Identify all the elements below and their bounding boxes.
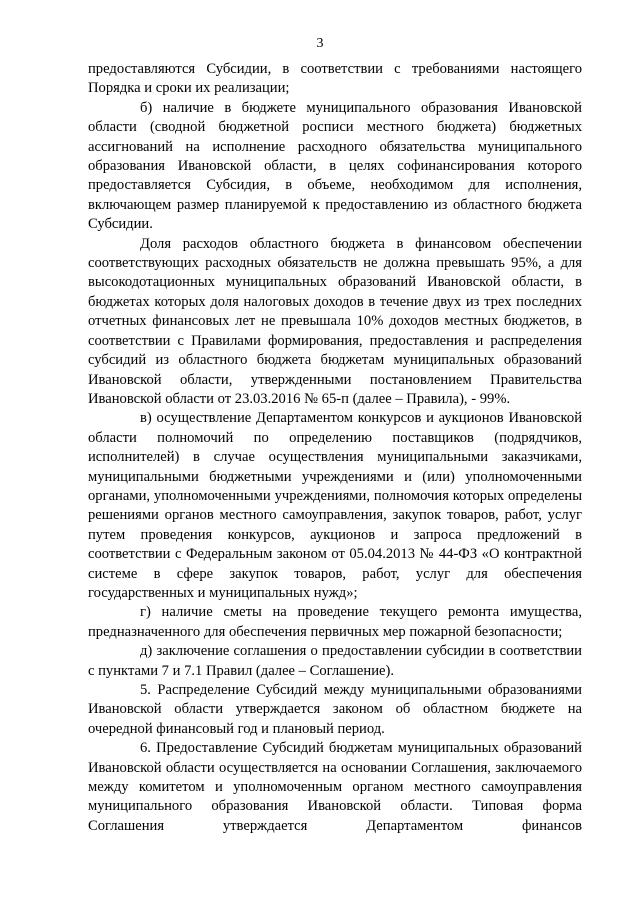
paragraph-item-v: в) осуществление Департаментом конкурсов и аукционов Ивановской области полномочий по определению поставщиков (подрядчиков, исполнителей) в случае осуществления муниципальными заказчиками, муниципальными бюджетными учреждениями и (или) уполномоченными органами, уполномоченными учреждениями, полномочия которых определены решениями органов местного самоуправления, закупок товаров, работ, услуг путем проведения конкурсов, аукционов и запроса предложений в соответствии с Федеральным законом от 05.04.2013 № 44-ФЗ «О контрактной системе в сфере закупок товаров, работ, услуг для обеспечения государственных и муниципальных нужд»; [88,410,582,601]
paragraph-share-of-expenses: Доля расходов областного бюджета в финансовом обеспечении соответствующих расходных обязательств не должна превышать 95%, а для высокодотационных муниципальных образований Ивановской области, в бюджетах которых доля налоговых доходов в течение двух из трех последних отчетных финансовых лет не превышала 10% доходов местных бюджетов, в соответствии с Правилами формирования, предоставления и распределения субсидий из областного бюджета бюджетам муниципальных образований Ивановской области, утвержденными постановлением Правительства Ивановской области от 23.03.2016 № 65-п (далее – Правила), - 99%. [88,235,582,407]
document-body [88,60,582,836]
paragraph-item-d: д) заключение соглашения о предоставлении субсидии в соответствии с пунктами 7 и 7.1 Правил (далее – Соглашение). [88,643,582,679]
paragraph-item-g: г) наличие сметы на проведение текущего ремонта имущества, предназначенного для обеспечения первичных мер пожарной безопасности; [88,604,582,640]
paragraph-section-5: 5. Распределение Субсидий между муниципальными образованиями Ивановской области утверждается законом об областном бюджете на очередной финансовый год и плановый период. [88,682,582,737]
paragraph-section-6: 6. Предоставление Субсидий бюджетам муниципальных образований Ивановской области осуществляется на основании Соглашения, заключаемого между комитетом и уполномоченным органом местного самоуправления муниципального образования Ивановской области. Типовая форма Соглашения утверждается Департаментом финансов [88,740,582,834]
paragraph-continuation: предоставляются Субсидии, в соответствии с требованиями настоящего Порядка и сроки их реализации; [88,61,582,97]
page-number: 3 [316,36,324,51]
paragraph-item-b: б) наличие в бюджете муниципального образования Ивановской области (сводной бюджетной росписи местного бюджета) бюджетных ассигнований на исполнение расходного обязательства муниципального образования Ивановской области, в целях софинансирования которого предоставляется Субсидия, в объеме, необходимом для исполнения, включающем размер планируемой к предоставлению из областного бюджета Субсидии. [88,99,582,233]
